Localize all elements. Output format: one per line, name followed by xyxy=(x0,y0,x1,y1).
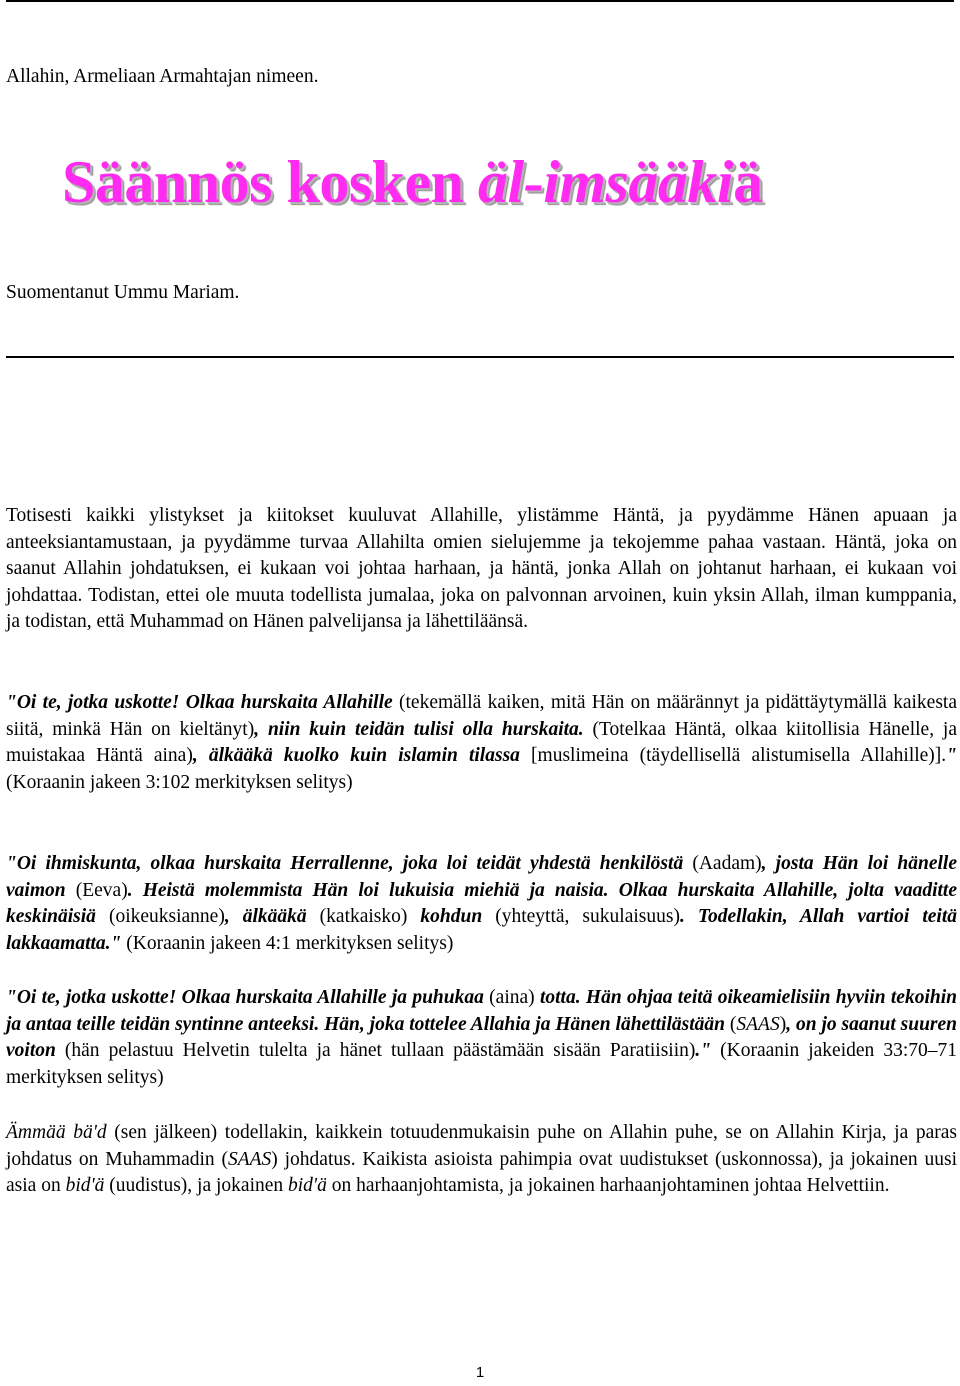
explanation-text: (tekemällä kaiken, mitä Hän on määrännyt ja pidättäytymällä kaikesta siitä, minkä Hän on kieltänyt) xyxy=(6,692,957,740)
explanation-text: [muslimeina (täydellisellä alistumisella Allahille)]. xyxy=(519,745,947,766)
verse-text: , niin kuin teidän tulisi olla hurskaita. xyxy=(254,718,584,740)
verse-text: , on jo saanut suuren voiton xyxy=(6,1013,958,1061)
saas-text: SAAS xyxy=(227,1148,272,1170)
page-title xyxy=(62,148,763,217)
title-part1: Säännös kosken xyxy=(62,149,479,215)
body-text: on harhaanjohtamista, ja jokainen harhaanjohtaminen johtaa Helvettiin. xyxy=(326,1175,890,1196)
explanation-text: (Aadam) xyxy=(683,853,762,874)
explanation-text: ( xyxy=(724,1013,737,1035)
title-part3: ä xyxy=(733,149,763,215)
basmala: Allahin, Armeliaan Armahtajan nimeen. xyxy=(6,66,319,87)
body-text: (uudistus), ja jokainen xyxy=(104,1175,289,1196)
body-text: ) johdatus. Kaikista asioista pahimpia ovat uudistukset (uskonnossa), ja jokainen uusi asia on xyxy=(6,1148,957,1196)
verse-text: " xyxy=(946,745,957,766)
explanation-text: (yhteyttä, sukulaisuus) xyxy=(482,906,680,927)
verse-text: , älkääkä kuolko kuin islamin tilassa xyxy=(192,745,520,766)
quran-33-70-paragraph xyxy=(6,985,957,1091)
intro-text: Totisesti kaikki ylistykset ja kiitokset kuuluvat Allahille, ylistämme Häntä, ja pyydämme Hänen apuaan ja anteeksiantamustaan, ja pyydämme turvaa Allahilta omien sielujemme ja tekojemme pahaa vastaan. Häntä, joka on saanut Allahin johdatuksen, ei kukaan voi johtaa harhaan, ja häntä, jonka Allah on johtanut harhaan, ei kukaan voi johdattaa. Todistan, ettei ole muuta todellista jumalaa, joka on palvonnan arvoinen, kuin yksin Allah, ilman kumppania, ja todistan, että Muhammad on Hänen palvelijansa ja lähettiläänsä. xyxy=(6,505,957,632)
explanation-text: (katkaisko) xyxy=(306,906,421,927)
title-part2: äl-imsääki xyxy=(478,149,734,215)
verse-text: "Oi ihmiskunta, olkaa hurskaita Herrallenne, joka loi teidät yhdestä henkilöstä xyxy=(6,853,684,874)
quran-3-102-paragraph xyxy=(6,690,957,796)
reference-text: (Koraanin jakeen 4:1 merkityksen selitys) xyxy=(121,932,454,954)
explanation-text: (aina) xyxy=(483,987,540,1008)
verse-text: totta. Hän ohjaa teitä oikeamielisiin hyviin tekoihin ja antaa teille teidän syntinne anteeksi. Hän, joka tottelee Allahia ja Hänen lähettilästään xyxy=(6,987,957,1035)
amma-bad-paragraph xyxy=(6,1120,957,1200)
intro-paragraph xyxy=(6,503,957,636)
reference-text: (Koraanin jakeiden 33:70–71 merkityksen selitys) xyxy=(6,1040,958,1088)
saas-text: SAAS xyxy=(736,1013,780,1035)
verse-text: , älkääkä xyxy=(224,906,307,927)
separator-rule xyxy=(6,356,954,358)
explanation-text: (hän pelastuu Helvetin tulelta ja hänet tullaan päästämään sisään Paratiisiin) xyxy=(55,1040,696,1061)
reference-text: (Koraanin jakeen 3:102 merkityksen selitys) xyxy=(6,771,353,793)
verse-text: ." xyxy=(695,1040,712,1061)
italic-term: Ämmää bä'd xyxy=(6,1122,107,1143)
verse-text: "Oi te, jotka uskotte! Olkaa hurskaita Allahille ja puhukaa xyxy=(6,987,484,1008)
explanation-text: (oikeuksianne) xyxy=(95,906,225,927)
explanation-text: (Eeva) xyxy=(65,879,128,901)
verse-text: . Todellakin, Allah vartioi teitä lakkaamatta." xyxy=(6,906,957,954)
verse-text: , josta Hän loi hänelle vaimon xyxy=(6,853,957,901)
explanation-text: (Totelkaa Häntä, olkaa kiitollisia Hänelle, ja muistakaa Häntä aina) xyxy=(6,718,957,766)
verse-text: "Oi te, jotka uskotte! Olkaa hurskaita Allahille xyxy=(6,692,393,713)
top-rule xyxy=(6,0,954,2)
explanation-text: ) xyxy=(779,1013,787,1035)
italic-term: bid'ä xyxy=(65,1175,105,1196)
body-text: (sen jälkeen) todellakin, kaikkein totuudenmukaisin puhe on Allahin puhe, se on Allahin Kirja, ja paras johdatus on Muhammadin ( xyxy=(6,1122,958,1170)
page-number: 1 xyxy=(475,1364,485,1381)
italic-term: bid'ä xyxy=(288,1175,327,1196)
quran-4-1-paragraph xyxy=(6,851,957,957)
verse-text: . Heistä molemmista Hän loi lukuisia miehiä ja naisia. Olkaa hurskaita Allahille, jolta vaaditte keskinäisiä xyxy=(6,879,957,927)
verse-text: kohdun xyxy=(420,906,483,927)
translator-note: Suomentanut Ummu Mariam. xyxy=(6,282,240,303)
